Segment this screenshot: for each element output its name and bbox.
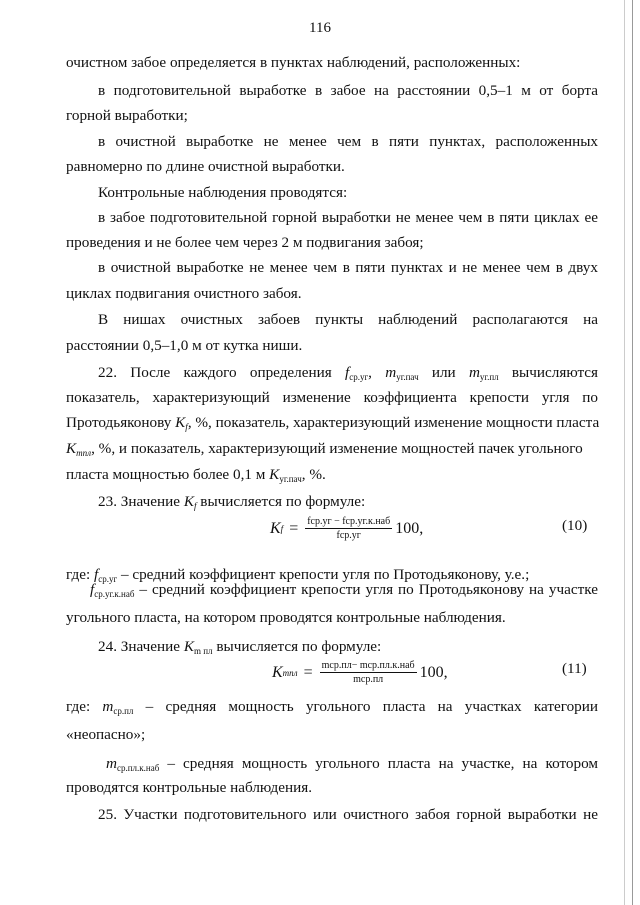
paragraph-24-intro bbox=[66, 638, 598, 656]
paragraph-22-line bbox=[66, 440, 598, 458]
symbol: m bbox=[102, 698, 114, 715]
text-span: Протодьяконову bbox=[66, 414, 172, 431]
symbol: m bbox=[106, 755, 117, 772]
text-span: – средний коэффициент крепости угля по Протодьяконову, у.е.; bbox=[120, 566, 530, 583]
subscript: уг.пач bbox=[279, 474, 302, 484]
subscript: f bbox=[193, 501, 197, 511]
text-line: в подготовительной выработке в забое на расстоянии 0,5–1 м от борта bbox=[98, 82, 598, 99]
symbol: f bbox=[90, 581, 95, 598]
fraction bbox=[305, 516, 392, 541]
text-span: , bbox=[368, 364, 372, 381]
formula-10 bbox=[270, 516, 423, 541]
subscript: уг.пач bbox=[396, 372, 419, 382]
definition-line: угольного пласта, на котором проводятся контрольные наблюдения. bbox=[66, 609, 506, 626]
text-span: вычисляется по формуле: bbox=[200, 493, 366, 510]
paragraph-22-line bbox=[66, 414, 598, 432]
subscript: ср.уг bbox=[98, 574, 118, 584]
fraction-numerator: mср.пл− mср.пл.к.наб bbox=[321, 660, 415, 671]
text-span: 24. Значение bbox=[98, 638, 181, 655]
subscript: mпл bbox=[282, 667, 298, 678]
symbol: K bbox=[183, 493, 194, 510]
subscript: m пл bbox=[193, 646, 213, 656]
fraction-numerator: fср.уг − fср.уг.к.наб bbox=[307, 516, 391, 527]
text-span: – средняя мощность угольного пласта на участке, на котором bbox=[167, 755, 598, 772]
page-edge-line bbox=[632, 0, 633, 905]
symbol: K bbox=[183, 638, 194, 655]
paragraph-25-line: 25. Участки подготовительного или очистного забоя горной выработки не bbox=[98, 806, 598, 823]
text-span: или bbox=[431, 364, 456, 381]
symbol: K bbox=[269, 466, 280, 483]
subscript: mпл bbox=[76, 448, 92, 458]
text-span: , %, показатель, характеризующий изменение мощности пласта bbox=[187, 414, 600, 431]
text-line: расстоянии 0,5–1,0 м от кутка ниши. bbox=[66, 337, 303, 354]
equation-number: (10) bbox=[562, 517, 588, 534]
text-span: – средняя мощность угольного пласта на участках категории bbox=[145, 698, 599, 715]
text-span: вычисляется по формуле: bbox=[216, 638, 382, 655]
text-line: В нишах очистных забоев пункты наблюдений располагаются на bbox=[98, 311, 598, 328]
fraction-denominator: fср.уг bbox=[336, 530, 361, 541]
symbol: K bbox=[272, 663, 283, 681]
fraction bbox=[320, 660, 417, 685]
text-line: в забое подготовительной горной выработки не менее чем в пяти циклах ее bbox=[98, 209, 598, 226]
text-line: проведения и не более чем через 2 м подвигания забоя; bbox=[66, 234, 424, 251]
text-span: вычисляются bbox=[511, 364, 599, 381]
text-span: , %. bbox=[301, 466, 326, 483]
subscript: ср.уг bbox=[349, 372, 369, 382]
equals-sign: = bbox=[303, 663, 313, 681]
subscript: f bbox=[280, 523, 284, 534]
definition-line bbox=[106, 755, 598, 773]
symbol: K bbox=[270, 519, 281, 537]
paragraph-22-line bbox=[66, 364, 598, 382]
text-span: где: bbox=[66, 698, 91, 715]
paragraph-22-line: показатель, характеризующий изменение коэффициента крепости угля по bbox=[66, 389, 598, 406]
text-span: где: bbox=[66, 566, 91, 583]
paragraph-23-intro bbox=[66, 493, 598, 511]
subscript: ср.пл.к.наб bbox=[116, 763, 160, 773]
subscript: f bbox=[185, 422, 188, 432]
equals-sign: = bbox=[289, 519, 299, 537]
subscript: ср.уг.к.наб bbox=[94, 589, 135, 599]
subscript: уг.пл bbox=[479, 372, 499, 382]
text-span: пласта мощностью более 0,1 м bbox=[66, 466, 266, 483]
definition-line: проводятся контрольные наблюдения. bbox=[66, 779, 312, 796]
symbol: m bbox=[468, 364, 480, 381]
equation-number: (11) bbox=[562, 660, 587, 677]
text-line: горной выработки; bbox=[66, 107, 188, 124]
text-line: циклах подвигания очистного забоя. bbox=[66, 285, 302, 302]
symbol: K bbox=[175, 414, 186, 431]
symbol: f bbox=[93, 566, 99, 583]
multiplier: 100, bbox=[419, 663, 448, 681]
paragraph-22-line bbox=[66, 466, 598, 484]
fraction-denominator: mср.пл bbox=[353, 674, 384, 685]
symbol: K bbox=[66, 440, 77, 457]
text-line: равномерно по длине очистной выработки. bbox=[66, 158, 345, 175]
definition-line bbox=[66, 698, 598, 716]
definition-line: «неопасно»; bbox=[66, 726, 146, 743]
definition-line bbox=[90, 581, 598, 599]
page-number: 116 bbox=[309, 20, 331, 36]
formula-11 bbox=[272, 660, 448, 685]
text-line: в очистной выработке не менее чем в пяти пунктах, расположенных bbox=[98, 133, 598, 150]
symbol: f bbox=[345, 364, 350, 381]
text-span: 22. После каждого определения bbox=[98, 364, 332, 381]
text-line: Контрольные наблюдения проводятся: bbox=[98, 184, 348, 201]
multiplier: 100, bbox=[395, 519, 424, 537]
text-line: очистном забое определяется в пунктах наблюдений, расположенных: bbox=[66, 54, 521, 71]
text-span: , %, и показатель, характеризующий изменение мощностей пачек угольного bbox=[91, 440, 583, 457]
page-edge-line bbox=[624, 0, 625, 905]
text-span: 23. Значение bbox=[98, 493, 181, 510]
text-span: – средний коэффициент крепости угля по Протодьяконову на участке bbox=[139, 581, 598, 598]
text-line: в очистной выработке не менее чем в пяти пунктах и не менее чем в двух bbox=[98, 259, 598, 276]
symbol: m bbox=[385, 364, 397, 381]
subscript: ср.пл bbox=[113, 706, 134, 716]
